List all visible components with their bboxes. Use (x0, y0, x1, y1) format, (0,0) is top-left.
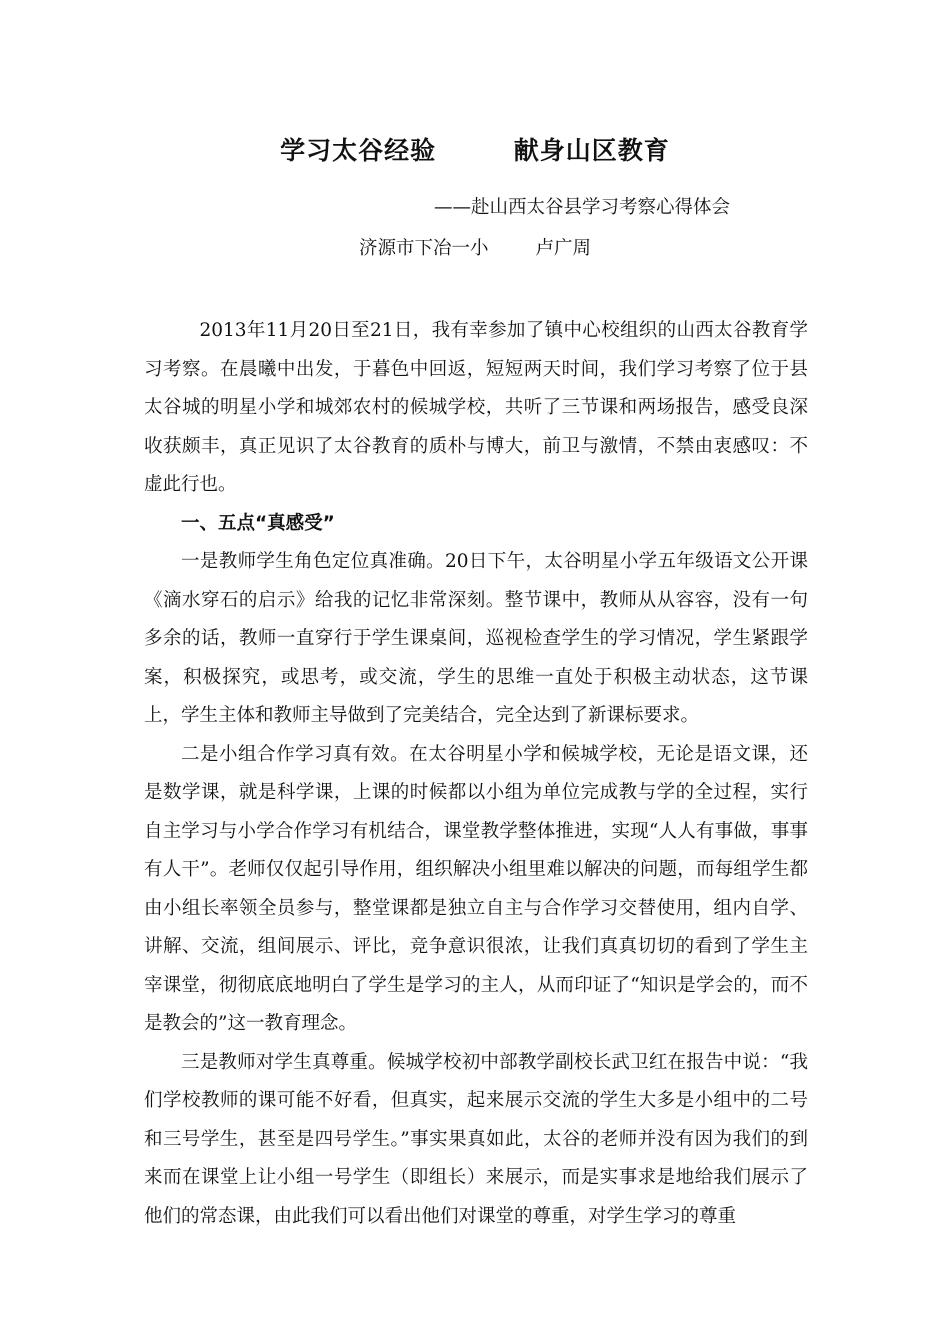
document-title: 学习太谷经验 献身山区教育 (280, 136, 670, 165)
document-subtitle: ——赴山西太谷县学习考察心得体会 (434, 197, 731, 218)
document-body (144, 312, 808, 1236)
body-paragraph-2: 二是小组合作学习真有效。在太谷明星小学和候城学校，无论是语文课，还是数学课，就是科学课，上课的时候都以小组为单位完成教与学的全过程，实行自主学习与小学合作学习有机结合，课堂教学整体推进，实现“人人有事做，事事有人干”。老师仅仅起引导作用，组织解决小组里难以解决的问题，而每组学生都由小组长率领全员参与，整堂课都是独立自主与合作学习交替使用，组内自学、讲解、交流，组间展示、评比，竞争意识很浓，让我们真真切切的看到了学生主宰课堂，彻彻底底地明白了学生是学习的主人，从而印证了“知识是学会的，而不是教会的”这一教育理念。 (144, 743, 808, 1034)
body-paragraph-1: 一是教师学生角色定位真准确。20日下午，太谷明星小学五年级语文公开课《滴水穿石的启示》给我的记忆非常深刻。整节课中，教师从从容容，没有一句多余的话，教师一直穿行于学生课桌间，巡视检查学生的学习情况，学生紧跟学案，积极探究，或思考，或交流，学生的思维一直处于积极主动状态，这节课上，学生主体和教师主导做到了完美结合，完全达到了新课标要求。 (144, 551, 808, 726)
section-heading: 一、五点“真感受” (181, 512, 335, 534)
intro-paragraph: 2013年11月20日至21日，我有幸参加了镇中心校组织的山西太谷教育学习考察。在晨曦中出发，于暮色中回返，短短两天时间，我们学习考察了位于县太谷城的明星小学和城郊农村的候城学校，共听了三节课和两场报告，感受良深收获颇丰，真正见识了太谷教育的质朴与博大，前卫与激情，不禁由衷感叹：不虚此行也。 (144, 320, 808, 495)
body-paragraph-3: 三是教师对学生真尊重。候城学校初中部教学副校长武卫红在报告中说：“我们学校教师的课可能不好看，但真实，起来展示交流的学生大多是小组中的二号和三号学生，甚至是四号学生。”事实果真如此，太谷的老师并没有因为我们的到来而在课堂上让小组一号学生（即组长）来展示，而是实事求是地给我们展示了他们的常态课，由此我们可以看出他们对课堂的尊重，对学生学习的尊重 (144, 1051, 808, 1227)
author-line: 济源市下冶一小 卢广周 (358, 238, 592, 259)
